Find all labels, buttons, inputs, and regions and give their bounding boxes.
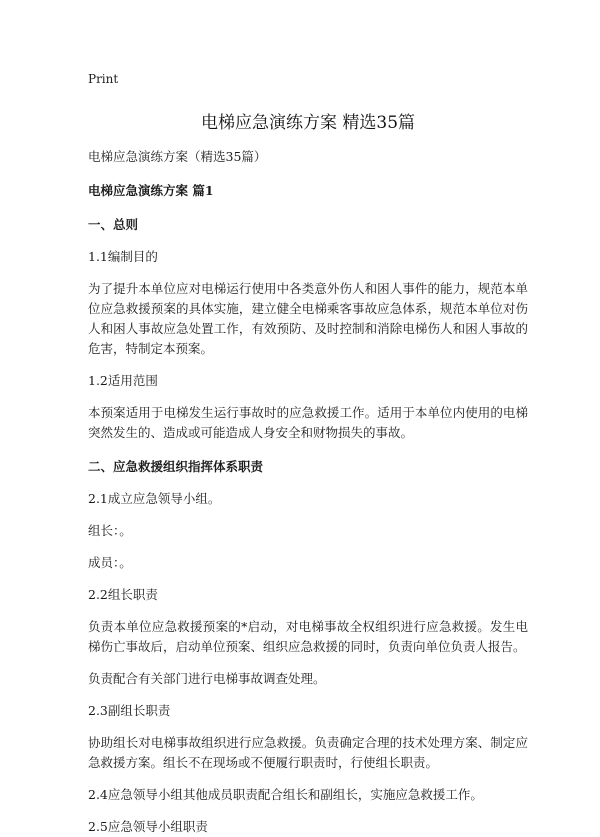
paragraph-leader-duties: 负责本单位应急救援预案的*启动，对电梯事故全权组织进行应急救援。发生电梯伤亡事故后，启动单位预案、组织应急救援的同时，负责向单位负责人报告。: [88, 619, 528, 654]
subsection-label-scope: 1.2适用范围: [88, 373, 158, 388]
paragraph-scope: 本预案适用于电梯发生运行事故时的应急救援工作。适用于本单位内使用的电梯突然发生的、造成或可能造成人身安全和财物损失的事故。: [88, 405, 528, 440]
document-page: [88, 60, 528, 837]
subsection-label-establish-group: 2.1成立应急领导小组。: [88, 491, 221, 506]
members-line: 成员：。: [88, 555, 132, 570]
subsection-label-purpose: 1.1编制目的: [88, 249, 158, 264]
paragraph-purpose: 为了提升本单位应对电梯运行使用中各类意外伤人和困人事件的能力，规范本单位应急救援预案的具体实施，建立健全电梯乘客事故应急体系，规范本单位对伤人和困人事故应急处置工作，有效预防、及时控制和消除电梯伤人和困人事故的危害，特制定本预案。: [88, 281, 528, 356]
paragraph-deputy-duties: 协助组长对电梯事故组织进行应急救援。负责确定合理的技术处理方案、制定应急救援方案。组长不在现场或不便履行职责时，行使组长职责。: [88, 735, 528, 770]
paragraph-leader-duties-2: 负责配合有关部门进行电梯事故调查处理。: [88, 671, 326, 686]
leader-line: 组长：。: [88, 523, 132, 538]
article-heading: 电梯应急演练方案 篇1: [88, 183, 214, 198]
subsection-label-leader-duties: 2.2组长职责: [88, 587, 158, 602]
section-heading-general: 一、总则: [88, 217, 139, 232]
subsection-label-deputy-duties: 2.3副组长职责: [88, 703, 171, 718]
print-label: Print: [88, 72, 119, 86]
paragraph-other-members: 2.4应急领导小组其他成员职责配合组长和副组长，实施应急救援工作。: [88, 787, 483, 802]
section-heading-organization: 二、应急救援组织指挥体系职责: [88, 459, 264, 474]
document-subtitle: 电梯应急演练方案（精选35篇）: [88, 149, 267, 164]
subsection-label-group-duties: 2.5应急领导小组职责: [88, 819, 208, 834]
document-title: 电梯应急演练方案 精选35篇: [200, 113, 416, 133]
